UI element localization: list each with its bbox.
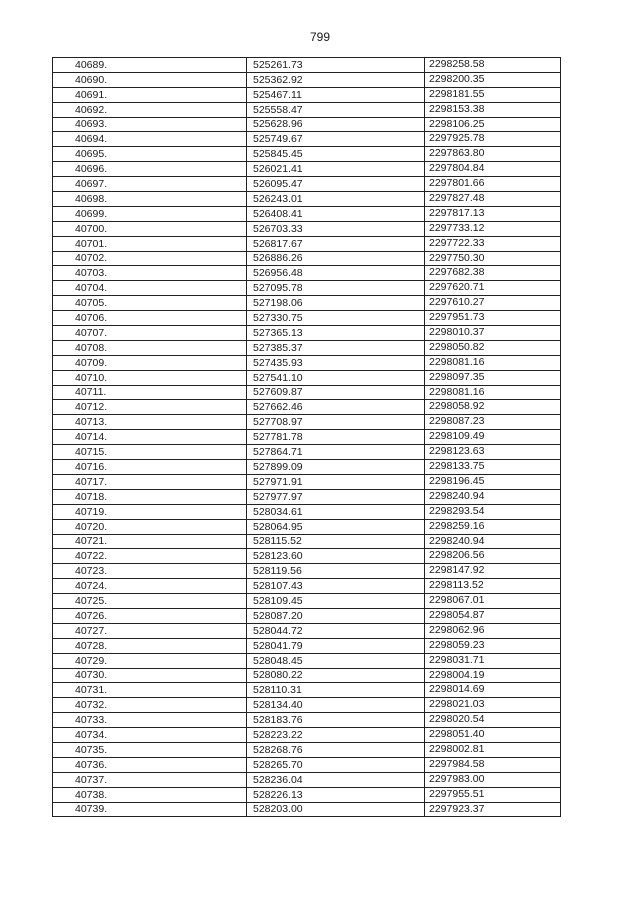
point-number-cell: 40696.	[53, 162, 247, 177]
point-number-cell: 40729.	[53, 653, 247, 668]
y-coordinate-cell: 2298067.01	[425, 594, 561, 609]
x-coordinate-cell: 528265.70	[247, 757, 425, 772]
y-coordinate-cell: 2297817.13	[425, 206, 561, 221]
x-coordinate-cell: 527330.75	[247, 311, 425, 326]
y-coordinate-cell: 2298293.54	[425, 504, 561, 519]
point-number-cell: 40694.	[53, 132, 247, 147]
y-coordinate-cell: 2297951.73	[425, 311, 561, 326]
point-number-cell: 40730.	[53, 668, 247, 683]
x-coordinate-cell: 528034.61	[247, 504, 425, 519]
y-coordinate-cell: 2298147.92	[425, 564, 561, 579]
point-number-cell: 40689.	[53, 58, 247, 73]
x-coordinate-cell: 525467.11	[247, 87, 425, 102]
y-coordinate-cell: 2298206.56	[425, 549, 561, 564]
x-coordinate-cell: 527385.37	[247, 340, 425, 355]
point-number-cell: 40702.	[53, 251, 247, 266]
x-coordinate-cell: 526243.01	[247, 192, 425, 207]
point-number-cell: 40713.	[53, 415, 247, 430]
y-coordinate-cell: 2297750.30	[425, 251, 561, 266]
table-row	[53, 698, 561, 713]
point-number-cell: 40719.	[53, 504, 247, 519]
x-coordinate-cell: 527708.97	[247, 415, 425, 430]
point-number-cell: 40738.	[53, 787, 247, 802]
table-row	[53, 564, 561, 579]
point-number-cell: 40690.	[53, 72, 247, 87]
x-coordinate-cell: 526095.47	[247, 177, 425, 192]
table-row	[53, 206, 561, 221]
y-coordinate-cell: 2297984.58	[425, 757, 561, 772]
y-coordinate-cell: 2297804.84	[425, 162, 561, 177]
table-row	[53, 281, 561, 296]
y-coordinate-cell: 2298181.55	[425, 87, 561, 102]
y-coordinate-cell: 2298020.54	[425, 713, 561, 728]
y-coordinate-cell: 2298113.52	[425, 579, 561, 594]
x-coordinate-cell: 527781.78	[247, 430, 425, 445]
y-coordinate-cell: 2298050.82	[425, 340, 561, 355]
table-row	[53, 251, 561, 266]
x-coordinate-cell: 526886.26	[247, 251, 425, 266]
point-number-cell: 40725.	[53, 594, 247, 609]
table-row	[53, 504, 561, 519]
table-row	[53, 787, 561, 802]
point-number-cell: 40701.	[53, 236, 247, 251]
table-row	[53, 236, 561, 251]
point-number-cell: 40716.	[53, 460, 247, 475]
table-row	[53, 802, 561, 817]
point-number-cell: 40732.	[53, 698, 247, 713]
table-row	[53, 668, 561, 683]
table-row	[53, 608, 561, 623]
table-row	[53, 117, 561, 132]
point-number-cell: 40736.	[53, 757, 247, 772]
y-coordinate-cell: 2298106.25	[425, 117, 561, 132]
table-row	[53, 385, 561, 400]
point-number-cell: 40723.	[53, 564, 247, 579]
x-coordinate-cell: 527365.13	[247, 326, 425, 341]
table-row	[53, 340, 561, 355]
y-coordinate-cell: 2298259.16	[425, 519, 561, 534]
x-coordinate-cell: 526703.33	[247, 221, 425, 236]
y-coordinate-cell: 2297983.00	[425, 772, 561, 787]
y-coordinate-cell: 2298059.23	[425, 638, 561, 653]
point-number-cell: 40695.	[53, 147, 247, 162]
table-row	[53, 474, 561, 489]
table-row	[53, 415, 561, 430]
table-row	[53, 162, 561, 177]
x-coordinate-cell: 527198.06	[247, 296, 425, 311]
y-coordinate-cell: 2297620.71	[425, 281, 561, 296]
point-number-cell: 40734.	[53, 728, 247, 743]
point-number-cell: 40720.	[53, 519, 247, 534]
point-number-cell: 40703.	[53, 266, 247, 281]
x-coordinate-cell: 525261.73	[247, 58, 425, 73]
y-coordinate-cell: 2298081.16	[425, 355, 561, 370]
table-row	[53, 430, 561, 445]
x-coordinate-cell: 528110.31	[247, 683, 425, 698]
x-coordinate-cell: 527541.10	[247, 370, 425, 385]
y-coordinate-cell: 2297682.38	[425, 266, 561, 281]
point-number-cell: 40728.	[53, 638, 247, 653]
table-row	[53, 742, 561, 757]
x-coordinate-cell: 525362.92	[247, 72, 425, 87]
x-coordinate-cell: 528236.04	[247, 772, 425, 787]
y-coordinate-cell: 2298153.38	[425, 102, 561, 117]
table-row	[53, 58, 561, 73]
point-number-cell: 40714.	[53, 430, 247, 445]
x-coordinate-cell: 525628.96	[247, 117, 425, 132]
point-number-cell: 40692.	[53, 102, 247, 117]
x-coordinate-cell: 528119.56	[247, 564, 425, 579]
y-coordinate-cell: 2298021.03	[425, 698, 561, 713]
x-coordinate-cell: 527095.78	[247, 281, 425, 296]
table-row	[53, 221, 561, 236]
table-row	[53, 102, 561, 117]
x-coordinate-cell: 528080.22	[247, 668, 425, 683]
y-coordinate-cell: 2298196.45	[425, 474, 561, 489]
y-coordinate-cell: 2298133.75	[425, 460, 561, 475]
y-coordinate-cell: 2297955.51	[425, 787, 561, 802]
x-coordinate-cell: 528041.79	[247, 638, 425, 653]
table-row	[53, 489, 561, 504]
x-coordinate-cell: 527435.93	[247, 355, 425, 370]
table-row	[53, 355, 561, 370]
point-number-cell: 40711.	[53, 385, 247, 400]
point-number-cell: 40715.	[53, 445, 247, 460]
y-coordinate-cell: 2298109.49	[425, 430, 561, 445]
point-number-cell: 40718.	[53, 489, 247, 504]
y-coordinate-cell: 2298081.16	[425, 385, 561, 400]
x-coordinate-cell: 525558.47	[247, 102, 425, 117]
y-coordinate-cell: 2298258.58	[425, 58, 561, 73]
x-coordinate-cell: 527971.91	[247, 474, 425, 489]
x-coordinate-cell: 528226.13	[247, 787, 425, 802]
point-number-cell: 40727.	[53, 623, 247, 638]
x-coordinate-cell: 527609.87	[247, 385, 425, 400]
table-row	[53, 460, 561, 475]
y-coordinate-cell: 2298058.92	[425, 400, 561, 415]
y-coordinate-cell: 2297863.80	[425, 147, 561, 162]
point-number-cell: 40705.	[53, 296, 247, 311]
x-coordinate-cell: 528115.52	[247, 534, 425, 549]
y-coordinate-cell: 2298240.94	[425, 534, 561, 549]
x-coordinate-cell: 527864.71	[247, 445, 425, 460]
point-number-cell: 40699.	[53, 206, 247, 221]
table-row	[53, 266, 561, 281]
point-number-cell: 40700.	[53, 221, 247, 236]
x-coordinate-cell: 528107.43	[247, 579, 425, 594]
y-coordinate-cell: 2298051.40	[425, 728, 561, 743]
y-coordinate-cell: 2298010.37	[425, 326, 561, 341]
table-row	[53, 445, 561, 460]
table-row	[53, 72, 561, 87]
point-number-cell: 40693.	[53, 117, 247, 132]
point-number-cell: 40704.	[53, 281, 247, 296]
x-coordinate-cell: 527977.97	[247, 489, 425, 504]
y-coordinate-cell: 2297923.37	[425, 802, 561, 817]
point-number-cell: 40710.	[53, 370, 247, 385]
point-number-cell: 40709.	[53, 355, 247, 370]
y-coordinate-cell: 2298054.87	[425, 608, 561, 623]
x-coordinate-cell: 528048.45	[247, 653, 425, 668]
table-row	[53, 653, 561, 668]
x-coordinate-cell: 528268.76	[247, 742, 425, 757]
table-row	[53, 728, 561, 743]
y-coordinate-cell: 2298200.35	[425, 72, 561, 87]
point-number-cell: 40731.	[53, 683, 247, 698]
x-coordinate-cell: 525749.67	[247, 132, 425, 147]
point-number-cell: 40698.	[53, 192, 247, 207]
table-row	[53, 638, 561, 653]
x-coordinate-cell: 528223.22	[247, 728, 425, 743]
point-number-cell: 40691.	[53, 87, 247, 102]
point-number-cell: 40721.	[53, 534, 247, 549]
x-coordinate-cell: 528064.95	[247, 519, 425, 534]
y-coordinate-cell: 2298087.23	[425, 415, 561, 430]
point-number-cell: 40739.	[53, 802, 247, 817]
y-coordinate-cell: 2298097.35	[425, 370, 561, 385]
point-number-cell: 40737.	[53, 772, 247, 787]
y-coordinate-cell: 2297827.48	[425, 192, 561, 207]
x-coordinate-cell: 525845.45	[247, 147, 425, 162]
table-row	[53, 683, 561, 698]
table-row	[53, 623, 561, 638]
x-coordinate-cell: 526817.67	[247, 236, 425, 251]
x-coordinate-cell: 528109.45	[247, 594, 425, 609]
y-coordinate-cell: 2298002.81	[425, 742, 561, 757]
table-row	[53, 772, 561, 787]
x-coordinate-cell: 528123.60	[247, 549, 425, 564]
y-coordinate-cell: 2297610.27	[425, 296, 561, 311]
y-coordinate-cell: 2298031.71	[425, 653, 561, 668]
y-coordinate-cell: 2298240.94	[425, 489, 561, 504]
table-row	[53, 534, 561, 549]
table-row	[53, 87, 561, 102]
table-row	[53, 296, 561, 311]
x-coordinate-cell: 527899.09	[247, 460, 425, 475]
table-row	[53, 757, 561, 772]
x-coordinate-cell: 526408.41	[247, 206, 425, 221]
point-number-cell: 40717.	[53, 474, 247, 489]
point-number-cell: 40735.	[53, 742, 247, 757]
y-coordinate-cell: 2297733.12	[425, 221, 561, 236]
x-coordinate-cell: 528044.72	[247, 623, 425, 638]
x-coordinate-cell: 528203.00	[247, 802, 425, 817]
table-row	[53, 549, 561, 564]
point-number-cell: 40707.	[53, 326, 247, 341]
y-coordinate-cell: 2298062.96	[425, 623, 561, 638]
table-row	[53, 579, 561, 594]
coordinates-table	[52, 57, 561, 817]
table-row	[53, 326, 561, 341]
table-row	[53, 519, 561, 534]
y-coordinate-cell: 2298004.19	[425, 668, 561, 683]
table-row	[53, 311, 561, 326]
point-number-cell: 40724.	[53, 579, 247, 594]
y-coordinate-cell: 2298014.69	[425, 683, 561, 698]
y-coordinate-cell: 2297801.66	[425, 177, 561, 192]
x-coordinate-cell: 527662.46	[247, 400, 425, 415]
x-coordinate-cell: 528087.20	[247, 608, 425, 623]
point-number-cell: 40726.	[53, 608, 247, 623]
table-row	[53, 147, 561, 162]
point-number-cell: 40706.	[53, 311, 247, 326]
table-row	[53, 400, 561, 415]
table-row	[53, 132, 561, 147]
point-number-cell: 40708.	[53, 340, 247, 355]
coordinates-table-body	[53, 58, 561, 817]
point-number-cell: 40697.	[53, 177, 247, 192]
table-row	[53, 177, 561, 192]
point-number-cell: 40722.	[53, 549, 247, 564]
table-row	[53, 370, 561, 385]
x-coordinate-cell: 526021.41	[247, 162, 425, 177]
table-row	[53, 594, 561, 609]
x-coordinate-cell: 528183.76	[247, 713, 425, 728]
y-coordinate-cell: 2298123.63	[425, 445, 561, 460]
table-row	[53, 192, 561, 207]
table-row	[53, 713, 561, 728]
y-coordinate-cell: 2297925.78	[425, 132, 561, 147]
y-coordinate-cell: 2297722.33	[425, 236, 561, 251]
x-coordinate-cell: 526956.48	[247, 266, 425, 281]
x-coordinate-cell: 528134.40	[247, 698, 425, 713]
point-number-cell: 40733.	[53, 713, 247, 728]
page-number: 799	[309, 30, 331, 44]
point-number-cell: 40712.	[53, 400, 247, 415]
